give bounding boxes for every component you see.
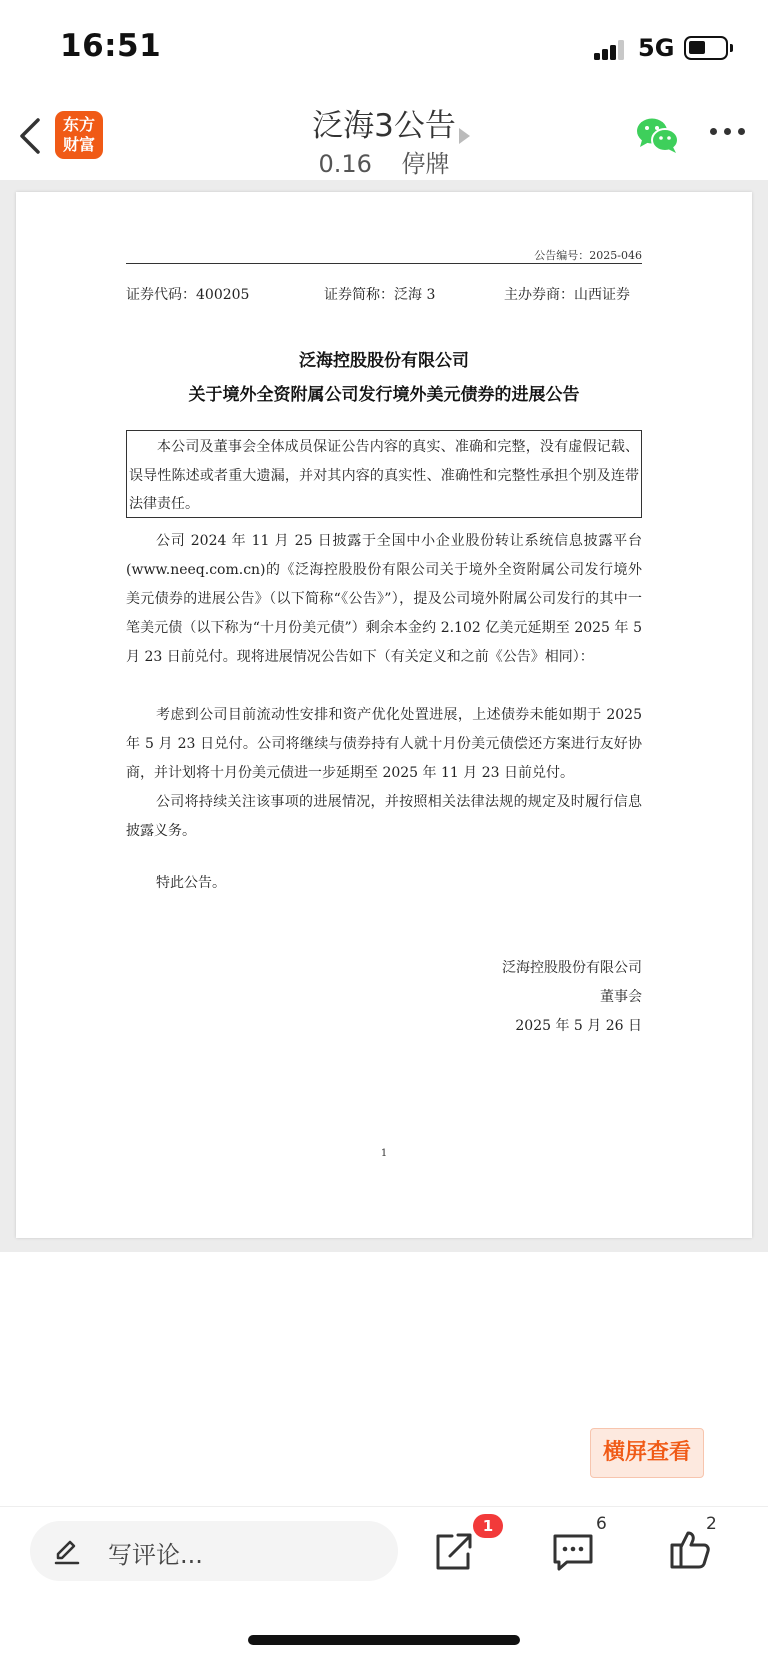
logo-line1: 东方: [62, 115, 95, 134]
announcement-number: 公告编号：2025-046: [534, 249, 642, 262]
comment-input[interactable]: [30, 1521, 398, 1581]
header-rule: [126, 263, 642, 264]
page-number: 1: [380, 1148, 388, 1159]
share-badge: 1: [473, 1514, 503, 1538]
closing-remark: 特此公告。: [156, 875, 226, 891]
like-count: 2: [706, 1514, 717, 1534]
security-name: 证券简称：泛海 3: [324, 287, 436, 303]
paragraph-disclosure: 公司将持续关注该事项的进展情况，并按照相关法律法规的规定及时履行信息披露义务。: [126, 794, 642, 839]
signature-company: 泛海控股股份有限公司: [502, 960, 642, 976]
logo-line2: 财富: [62, 135, 95, 154]
landscape-view-button[interactable]: 横屏查看: [590, 1428, 704, 1478]
page-title: 泛海3公告: [312, 108, 456, 144]
security-code: 证券代码：400205: [126, 287, 250, 303]
home-indicator[interactable]: [248, 1635, 520, 1645]
comment-count: 6: [596, 1514, 607, 1534]
status-time: 16:51: [60, 28, 162, 64]
comment-placeholder[interactable]: 写评论...: [108, 1541, 203, 1569]
signature-date: 2025 年 5 月 26 日: [515, 1018, 642, 1034]
play-arrow-icon[interactable]: [459, 128, 470, 144]
pencil-icon: [52, 1536, 82, 1566]
paragraph-progress: 考虑到公司目前流动性安排和资产优化处置进展，上述债券未能如期于 2025 年 5 月 23 日兑付。公司将继续与债券持有人就十月份美元债偿还方案进行友好协商，并计划将十月份美元债进一步延期至 2025 年 11 月 23 日前兑付。: [126, 707, 642, 781]
signature-board: 董事会: [600, 989, 642, 1005]
wechat-icon[interactable]: [636, 116, 680, 154]
bottom-divider: [0, 1506, 768, 1507]
network-type: 5G: [638, 34, 675, 62]
more-icon[interactable]: [708, 123, 748, 139]
document-title-subject: 关于境外全资附属公司发行境外美元债券的进展公告: [188, 385, 580, 405]
comment-icon[interactable]: [551, 1530, 595, 1572]
signal-icon: [594, 38, 626, 60]
battery-icon: [684, 36, 728, 60]
document-title-company: 泛海控股股份有限公司: [299, 351, 469, 371]
stock-price: 0.16: [318, 150, 372, 178]
paragraph-background: 公司 2024 年 11 月 25 日披露于全国中小企业股份转让系统信息披露平台(www.neeq.com.cn)的《泛海控股股份有限公司关于境外全资附属公司发行境外美元债券的进展公告》（以下简称“《公告》”），提及公司境外附属公司发行的其中一笔美元债（以下称为“十月份美元债”）剩余本金约 2.102 亿美元延期至 2025 年 5 月 23 日前兑付。现将进展情况公告如下（有关定义和之前《公告》相同）：: [126, 533, 642, 665]
trading-status: 停牌: [401, 150, 450, 178]
share-icon[interactable]: [432, 1530, 476, 1572]
sponsor-broker: 主办券商：山西证券: [504, 287, 630, 303]
disclaimer-text: 本公司及董事会全体成员保证公告内容的真实、准确和完整，没有虚假记载、误导性陈述或者重大遗漏，并对其内容的真实性、准确性和完整性承担个别及连带法律责任。: [129, 439, 639, 512]
